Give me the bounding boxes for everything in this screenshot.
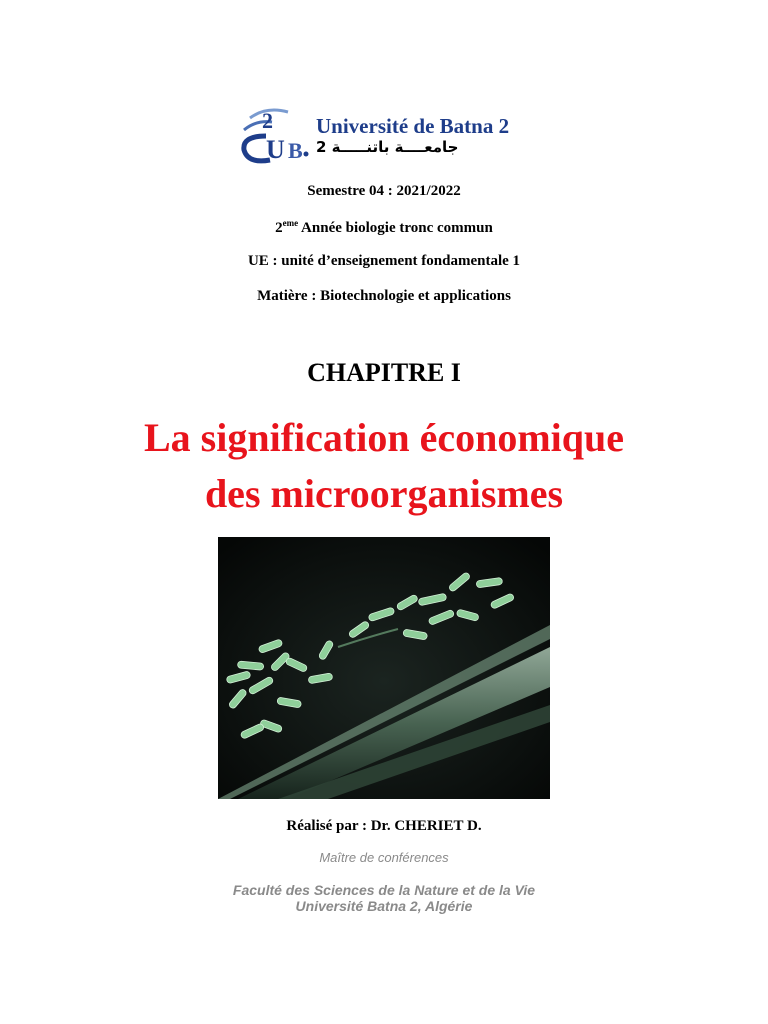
university-name: Université de Batna 2 [316, 114, 510, 138]
chapter-title-line-2: des microorganismes [204, 471, 564, 516]
svg-text:U: U [266, 135, 285, 164]
year-suffix: eme [282, 218, 299, 228]
year-line [0, 218, 768, 237]
svg-text:B: B [288, 138, 303, 163]
microscopy-illustration [218, 537, 550, 799]
author-line: Réalisé par : Dr. CHERIET D. [286, 818, 482, 834]
author-role: Maître de conférences [319, 850, 449, 865]
semester-line: Semestre 04 : 2021/2022 [307, 183, 461, 199]
university-name-arabic: جامعــــة باتنـــــة 2 [316, 138, 459, 156]
year-text: Année biologie tronc commun [298, 220, 493, 236]
ue-line: UE : unité d’enseignement fondamentale 1 [247, 253, 521, 269]
chapter-title [0, 410, 768, 522]
faculty-name: Faculté des Sciences de la Nature et de la Vie [232, 882, 536, 898]
microscopy-image [218, 537, 550, 799]
chapter-title-line-1: La signification économique [143, 415, 625, 460]
chapter-label: CHAPITRE I [307, 358, 461, 387]
university-logo [236, 106, 566, 166]
year-number: 2 [275, 220, 283, 236]
university-location: Université Batna 2, Algérie [295, 898, 473, 914]
affiliation [0, 882, 768, 914]
university-logo-icon [236, 106, 314, 166]
subject-line: Matière : Biotechnologie et applications [257, 288, 511, 304]
svg-text:2: 2 [262, 108, 273, 133]
